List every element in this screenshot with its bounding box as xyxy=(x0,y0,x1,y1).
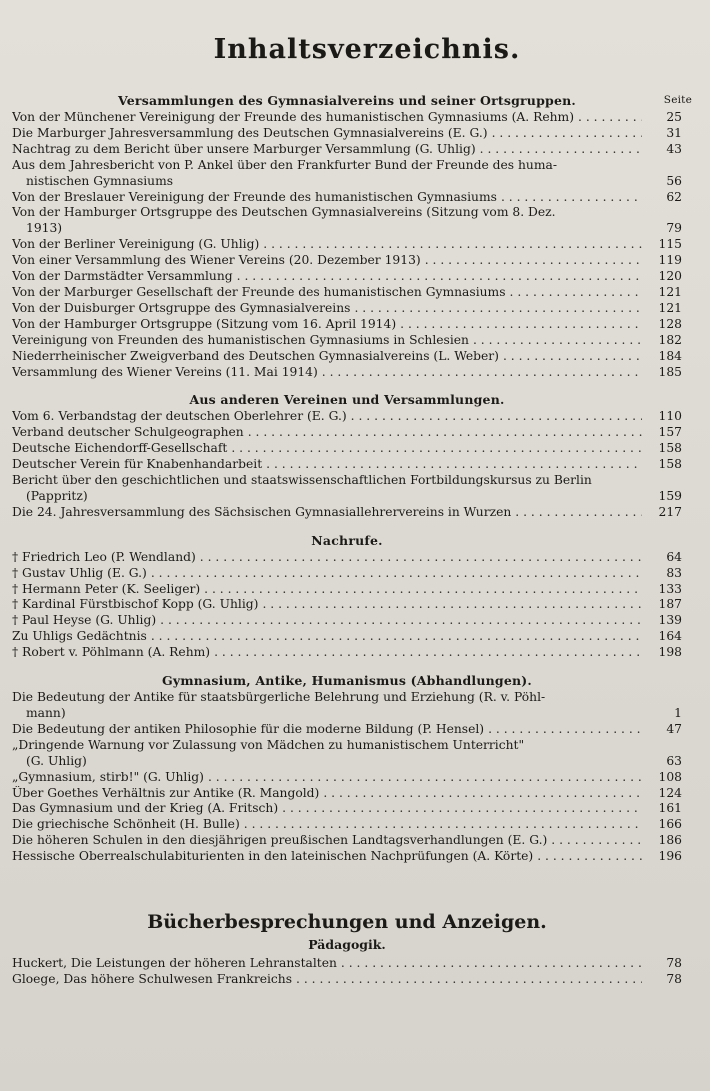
toc-entry xyxy=(12,365,682,381)
toc-entry-title xyxy=(12,158,642,190)
toc-entry-title xyxy=(12,473,642,505)
toc-entry xyxy=(12,597,682,613)
toc-entry-page: 108 xyxy=(658,769,682,784)
toc-entry-title: Huckert, Die Leistungen der höheren Lehranstalten . . . xyxy=(12,956,642,972)
toc-entry-page: 63 xyxy=(666,753,682,768)
toc-entry xyxy=(12,317,682,333)
toc-entry xyxy=(12,629,682,645)
toc-entry xyxy=(12,770,682,786)
toc-entry-title-line1: Aus dem Jahresbericht von P. Ankel über den Frankfurter Bund der Freunde des huma- xyxy=(12,157,557,172)
section-heading xyxy=(12,533,682,548)
toc-entry xyxy=(12,473,682,505)
toc-entry-title: Von der Darmstädter Versammlung . . . xyxy=(12,269,642,285)
toc-entry-title: † Kardinal Fürstbischof Kopp (G. Uhlig) . . . xyxy=(12,597,642,613)
toc-entry-page: 185 xyxy=(658,364,682,379)
toc-entry xyxy=(12,333,682,349)
toc-entry-page: 31 xyxy=(666,125,682,140)
toc-entry-title: Versammlung des Wiener Vereins (11. Mai 1914) . . . xyxy=(12,365,642,381)
toc-entry xyxy=(12,142,682,158)
toc-entry xyxy=(12,786,682,802)
section-heading xyxy=(12,673,682,688)
toc-entry-page: 56 xyxy=(666,173,682,188)
toc-entry-page: 133 xyxy=(658,581,682,596)
toc-entry-title: † Robert v. Pöhlmann (A. Rehm) . . . xyxy=(12,645,642,661)
toc-entry-title: Die 24. Jahresversammlung des Sächsischen Gymnasiallehrervereins in Wurzen . . . xyxy=(12,505,642,521)
toc-entry-title: Von der Hamburger Ortsgruppe (Sitzung vom 16. April 1914) . . . xyxy=(12,317,642,333)
toc-entry-title-line2: nistischen Gymnasiums xyxy=(26,173,174,188)
toc-entry xyxy=(12,613,682,629)
section-heading-text: Aus anderen Vereinen und Versammlungen. xyxy=(189,392,505,408)
toc-entry xyxy=(12,409,682,425)
toc-entry-title: † Friedrich Leo (P. Wendland) . . . xyxy=(12,550,642,566)
toc-entry-page: 47 xyxy=(666,721,682,736)
toc-entry-page: 110 xyxy=(658,409,682,424)
toc-entry xyxy=(12,833,682,849)
toc-entry xyxy=(12,645,682,661)
toc-entry-title: † Gustav Uhlig (E. G.) . . . xyxy=(12,566,642,582)
toc-entry xyxy=(12,457,682,473)
toc-entry-page: 83 xyxy=(666,565,682,580)
toc-entry-page: 166 xyxy=(658,817,682,832)
section-heading-text: Versammlungen des Gymnasialvereins und seiner Ortsgruppen. xyxy=(118,93,576,108)
toc-entry xyxy=(12,110,682,126)
toc-entry-title: Von der Duisburger Ortsgruppe des Gymnasialvereins . . . xyxy=(12,301,642,317)
toc-entry-title: Die Marburger Jahresversammlung des Deutschen Gymnasialvereins (E. G.) . . . xyxy=(12,126,642,142)
toc-entry-title xyxy=(12,690,642,722)
toc-entry-page: 121 xyxy=(658,284,682,299)
toc-entry-title-line1: Bericht über den geschichtlichen und staatswissenschaftlichen Fortbildungskursus zu Berlin xyxy=(12,473,592,488)
toc-entry xyxy=(12,190,682,206)
toc-entry-title: Das Gymnasium und der Krieg (A. Fritsch) . . . xyxy=(12,801,642,817)
toc-entry-page: 25 xyxy=(666,110,682,124)
toc-entry-title: Von der Berliner Vereinigung (G. Uhlig) . . . xyxy=(12,237,642,253)
toc-entry-page: 187 xyxy=(658,597,682,612)
toc-entry-page: 182 xyxy=(658,332,682,347)
toc-entry xyxy=(12,301,682,317)
toc-entry xyxy=(12,253,682,269)
toc-entry-title: Vom 6. Verbandstag der deutschen Oberlehrer (E. G.) . . . xyxy=(12,409,642,425)
toc-entry-page: 119 xyxy=(658,253,682,268)
toc-entry-page: 124 xyxy=(658,785,682,800)
toc-entry-page: 164 xyxy=(658,629,682,644)
toc-entry xyxy=(12,505,682,521)
toc-entry xyxy=(12,849,682,865)
section-heading-text: Nachrufe. xyxy=(311,532,383,548)
toc-entry-title: Deutsche Eichendorff-Gesellschaft . . . xyxy=(12,441,642,457)
toc-entry-page: 78 xyxy=(666,971,682,986)
toc-entry-page: 158 xyxy=(658,457,682,472)
toc-entry xyxy=(12,738,682,770)
toc-sections xyxy=(12,93,692,865)
toc-entry xyxy=(12,956,682,972)
reviews-list xyxy=(12,956,682,988)
toc-entry-title: Die griechische Schönheit (H. Bulle) . . . xyxy=(12,817,642,833)
toc-entry-page: 128 xyxy=(658,316,682,331)
toc-entry-title: † Hermann Peter (K. Seeliger) . . . xyxy=(12,582,642,598)
toc-entry-title: Von der Marburger Gesellschaft der Freunde des humanistischen Gymnasiums . . . xyxy=(12,285,642,301)
toc-entry-title: Die höheren Schulen in den diesjährigen preußischen Landtagsverhandlungen (E. G.) . . . xyxy=(12,833,642,849)
toc-entry xyxy=(12,237,682,253)
toc-entry xyxy=(12,269,682,285)
section-heading xyxy=(12,392,682,407)
toc-entry-page: 161 xyxy=(658,801,682,816)
toc-entry-title: † Paul Heyse (G. Uhlig) . . . xyxy=(12,613,642,629)
toc-entry-title-line1: Die Bedeutung der Antike für staatsbürgerliche Belehrung und Erziehung (R. v. Pöhl- xyxy=(12,690,546,705)
toc-entry-page: 186 xyxy=(658,833,682,848)
toc-entry-page: 78 xyxy=(666,956,682,971)
toc-entry-title: Niederrheinischer Zweigverband des Deutschen Gymnasialvereins (L. Weber) . . . xyxy=(12,349,642,365)
toc-entry xyxy=(12,690,682,722)
toc-entry-title-line1: „Dringende Warnung vor Zulassung von Mädchen zu humanistischem Unterricht" xyxy=(12,737,525,752)
toc-entry xyxy=(12,801,682,817)
toc-entry-title: Gloege, Das höhere Schulwesen Frankreichs . . . xyxy=(12,972,642,988)
reviews-heading: Bücherbesprechungen und Anzeigen. xyxy=(147,911,547,934)
toc-entry xyxy=(12,566,682,582)
toc-entry-page: 120 xyxy=(658,269,682,284)
toc-entry-page: 198 xyxy=(658,645,682,660)
toc-entry-page: 158 xyxy=(658,441,682,456)
toc-entry-page: 79 xyxy=(666,221,682,236)
toc-entry xyxy=(12,972,682,988)
toc-entry-page: 217 xyxy=(658,504,682,519)
toc-entry-title: „Gymnasium, stirb!" (G. Uhlig) . . . xyxy=(12,770,642,786)
toc-entry-title: Verband deutscher Schulgeographen . . . xyxy=(12,425,642,441)
toc-entry-title: Vereinigung von Freunden des humanistischen Gymnasiums in Schlesien . . . xyxy=(12,333,642,349)
toc-entry-page: 159 xyxy=(658,488,682,503)
toc-entry-title xyxy=(12,205,642,237)
toc-entry-title: Deutscher Verein für Knabenhandarbeit . . . xyxy=(12,457,642,473)
toc-entry xyxy=(12,285,682,301)
toc-entry-title-line1: Von der Hamburger Ortsgruppe des Deutschen Gymnasialvereins (Sitzung vom 8. Dez. xyxy=(12,205,556,220)
toc-entry-page: 1 xyxy=(674,706,682,720)
toc-entry-page: 62 xyxy=(666,189,682,204)
toc-entry-title xyxy=(12,738,642,770)
toc-entry-title-line2: 1913) xyxy=(26,221,63,236)
toc-entry-page: 43 xyxy=(666,141,682,156)
toc-entry-title: Zu Uhligs Gedächtnis . . . xyxy=(12,629,642,645)
toc-entry xyxy=(12,349,682,365)
toc-entry xyxy=(12,582,682,598)
section-heading-text: Gymnasium, Antike, Humanismus (Abhandlungen). xyxy=(162,673,532,689)
toc-entry xyxy=(12,817,682,833)
toc-entry xyxy=(12,550,682,566)
toc-entry xyxy=(12,722,682,738)
toc-entry-page: 115 xyxy=(658,237,682,252)
toc-entry-page: 64 xyxy=(666,549,682,564)
toc-entry xyxy=(12,441,682,457)
toc-entry xyxy=(12,126,682,142)
toc-entry-title: Von der Münchener Vereinigung der Freunde des humanistischen Gymnasiums (A. Rehm) . . . xyxy=(12,110,642,126)
toc-entry-page: 139 xyxy=(658,613,682,628)
toc-entry-page: 121 xyxy=(658,300,682,315)
toc-entry-title: Nachtrag zu dem Bericht über unsere Marburger Versammlung (G. Uhlig) . . . xyxy=(12,142,642,158)
toc-entry-title: Über Goethes Verhältnis zur Antike (R. Mangold) . . . xyxy=(12,786,642,802)
toc-entry xyxy=(12,158,682,190)
reviews-subheading: Pädagogik. xyxy=(308,937,386,953)
toc-entry-title-line2: (G. Uhlig) xyxy=(26,753,87,768)
toc-entry-page: 196 xyxy=(658,849,682,864)
toc-entry-title: Von der Breslauer Vereinigung der Freunde des humanistischen Gymnasiums . . . xyxy=(12,190,642,206)
page-title: Inhaltsverzeichnis. xyxy=(213,34,521,65)
toc-entry-title: Von einer Versammlung des Wiener Vereins (20. Dezember 1913) . . . xyxy=(12,253,642,269)
toc-entry-page: 157 xyxy=(658,425,682,440)
toc-entry-title: Die Bedeutung der antiken Philosophie für die moderne Bildung (P. Hensel) . . . xyxy=(12,722,642,738)
toc-entry xyxy=(12,205,682,237)
page-column-label: Seite xyxy=(663,94,692,106)
toc-entry xyxy=(12,425,682,441)
section-heading xyxy=(12,93,692,108)
toc-entry-title: Hessische Oberrealschulabiturienten in den lateinischen Nachprüfungen (A. Körte) . . . xyxy=(12,849,642,865)
toc-entry-title-line2: mann) xyxy=(26,706,66,720)
toc-entry-title-line2: (Pappritz) xyxy=(26,488,88,503)
toc-entry-page: 184 xyxy=(658,348,682,363)
